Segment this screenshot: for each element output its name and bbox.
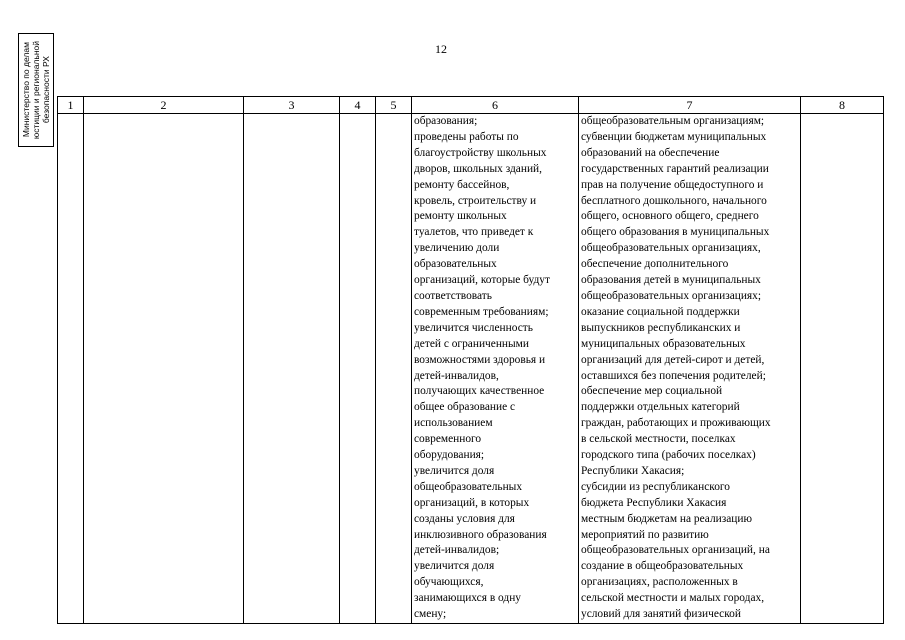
column-header-6: 6 <box>412 97 579 114</box>
funding-measures-text <box>581 114 798 623</box>
cell-col-4 <box>340 114 376 624</box>
text-line: организаций для детей-сирот и детей, <box>581 353 765 366</box>
text-line: обеспечение мер социальной <box>581 385 723 398</box>
cell-col-6 <box>412 114 579 624</box>
text-line: общеобразовательных организаций, на <box>581 544 770 557</box>
text-line: увеличению доли <box>414 242 500 255</box>
text-line: общеобразовательным организациям; <box>581 115 765 127</box>
text-line: бюджета Республики Хакасия <box>581 496 727 509</box>
text-line: оставшихся без попечения родителей; <box>581 369 766 382</box>
text-line: образований на обеспечение <box>581 146 720 159</box>
column-header-5: 5 <box>376 97 412 114</box>
text-line: увеличится доля <box>414 464 495 477</box>
text-line: образовательных <box>414 258 497 271</box>
text-line: соответствовать <box>414 289 492 302</box>
column-header-8: 8 <box>801 97 884 114</box>
text-line: использованием <box>414 417 493 430</box>
page-number: 12 <box>435 42 447 56</box>
text-line: занимающихся в одну <box>414 592 521 605</box>
text-line: образования; <box>414 115 478 127</box>
cell-col-3 <box>244 114 340 624</box>
text-line: мероприятий по развитию <box>581 528 709 541</box>
text-line: увеличится доля <box>414 560 495 573</box>
header-row <box>58 97 884 114</box>
column-header-7: 7 <box>579 97 801 114</box>
stamp-text <box>21 41 51 139</box>
column-header-4: 4 <box>340 97 376 114</box>
text-line: организаций, в которых <box>414 496 530 509</box>
text-line: оказание социальной поддержки <box>581 305 740 318</box>
text-line: общеобразовательных организациях; <box>581 289 762 302</box>
text-line: общего образования в муниципальных <box>581 226 770 239</box>
stamp-line: юстиции и региональной <box>31 40 41 140</box>
text-line: граждан, работающих и проживающих <box>581 417 771 430</box>
text-line: государственных гарантий реализации <box>581 162 769 175</box>
text-line: благоустройству школьных <box>414 146 547 159</box>
text-line: прав на получение общедоступного и <box>581 178 764 191</box>
text-line: Республики Хакасия; <box>581 464 685 477</box>
cell-col-2 <box>84 114 244 624</box>
text-line: детей-инвалидов; <box>414 544 500 557</box>
text-line: организациях, расположенных в <box>581 576 738 589</box>
expected-results-text <box>414 114 576 623</box>
text-line: местным бюджетам на реализацию <box>581 512 752 525</box>
text-line: оборудования; <box>414 449 485 462</box>
text-line: современным требованиям; <box>414 305 549 318</box>
text-line: общеобразовательных организациях, <box>581 242 761 255</box>
text-line: общее образование с <box>414 401 516 414</box>
cell-col-5 <box>376 114 412 624</box>
text-line: увеличится численность <box>414 321 533 334</box>
text-line: организаций, которые будут <box>414 274 550 287</box>
cell-col-7 <box>579 114 801 624</box>
cell-col-1 <box>58 114 84 624</box>
text-line: общего, основного общего, среднего <box>581 210 759 223</box>
text-line: инклюзивного образования <box>414 528 547 541</box>
table-row <box>58 114 884 624</box>
text-line: сельской местности и малых городах, <box>581 592 765 605</box>
text-line: ремонту бассейнов, <box>414 178 510 191</box>
text-line: ремонту школьных <box>414 210 507 223</box>
text-line: бесплатного дошкольного, начального <box>581 194 767 207</box>
column-header-1: 1 <box>58 97 84 114</box>
text-line: образования детей в муниципальных <box>581 274 761 287</box>
text-line: муниципальных образовательных <box>581 337 746 350</box>
text-line: возможностями здоровья и <box>414 353 546 366</box>
text-line: субсидии из республиканского <box>581 480 731 493</box>
text-line: выпускников республиканских и <box>581 321 741 334</box>
text-line: туалетов, что приведет к <box>414 226 534 239</box>
text-line: созданы условия для <box>414 512 515 525</box>
cell-col-8 <box>801 114 884 624</box>
text-line: дворов, школьных зданий, <box>414 162 542 175</box>
text-line: условий для занятий физической <box>581 608 741 621</box>
column-header-3: 3 <box>244 97 340 114</box>
text-line: получающих качественное <box>414 385 545 398</box>
text-line: современного <box>414 433 482 446</box>
text-line: поддержки отдельных категорий <box>581 401 740 414</box>
text-line: в сельской местности, поселках <box>581 433 736 446</box>
text-line: обучающихся, <box>414 576 484 589</box>
text-line: субвенции бюджетам муниципальных <box>581 130 767 143</box>
data-table <box>57 96 884 624</box>
text-line: городского типа (рабочих поселках) <box>581 449 756 462</box>
text-line: общеобразовательных <box>414 480 523 493</box>
text-line: проведены работы по <box>414 130 519 143</box>
stamp-line: Министерство по делам <box>21 42 31 138</box>
column-header-2: 2 <box>84 97 244 114</box>
stamp-line: безопасности РХ <box>41 56 51 124</box>
text-line: создание в общеобразовательных <box>581 560 744 573</box>
text-line: детей с ограниченными <box>414 337 529 350</box>
text-line: детей-инвалидов, <box>414 369 499 382</box>
text-line: обеспечение дополнительного <box>581 258 729 271</box>
text-line: смену; <box>414 608 447 621</box>
registration-stamp <box>18 33 54 147</box>
text-line: кровель, строительству и <box>414 194 537 207</box>
